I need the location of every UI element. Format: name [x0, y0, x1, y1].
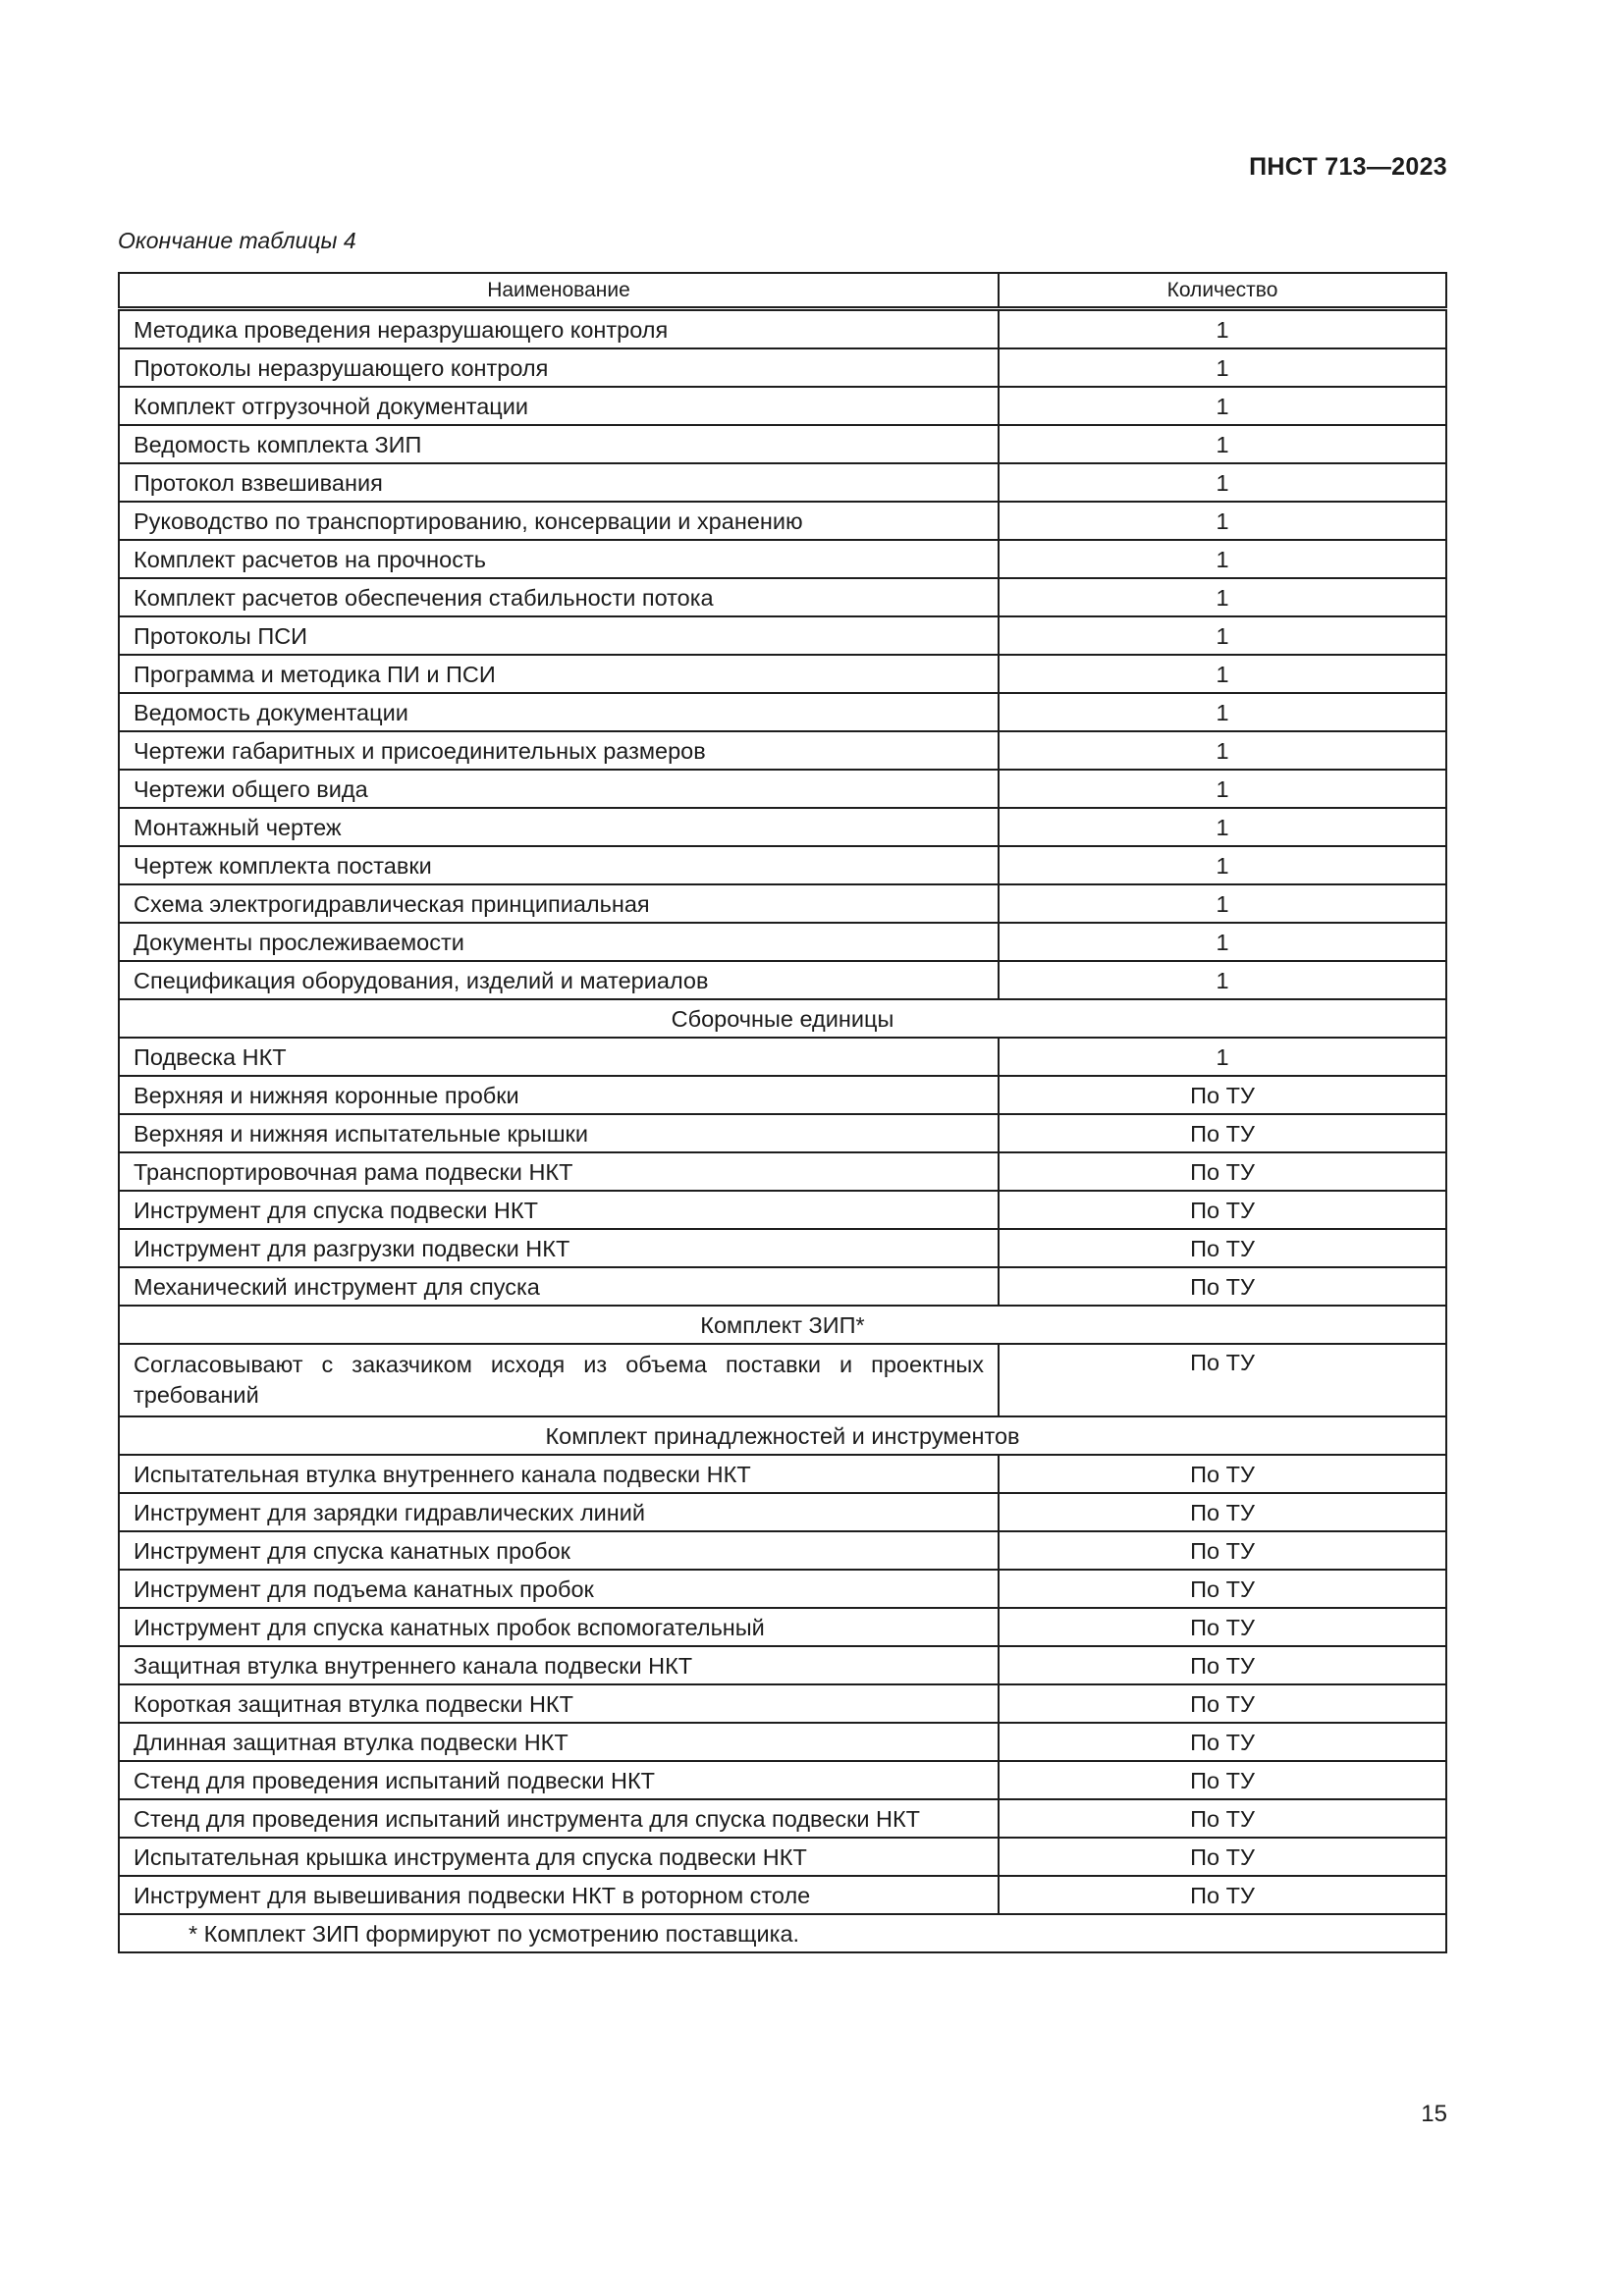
item-quantity: По ТУ: [999, 1799, 1446, 1838]
table-row: [119, 348, 1446, 387]
item-name: Документы прослеживаемости: [119, 923, 999, 961]
table-row: [119, 616, 1446, 655]
item-name: Методика проведения неразрушающего контроля: [119, 309, 999, 349]
item-name: Комплект расчетов обеспечения стабильности потока: [119, 578, 999, 616]
item-name: Протоколы ПСИ: [119, 616, 999, 655]
section-accessories-tools-label: Комплект принадлежностей и инструментов: [119, 1416, 1446, 1455]
item-name: Схема электрогидравлическая принципиальная: [119, 884, 999, 923]
table-row: [119, 846, 1446, 884]
item-name: Чертежи общего вида: [119, 770, 999, 808]
table-footnote: * Комплект ЗИП формируют по усмотрению поставщика.: [119, 1914, 1446, 1952]
item-name: Протоколы неразрушающего контроля: [119, 348, 999, 387]
item-quantity: По ТУ: [999, 1646, 1446, 1684]
table-row: [119, 923, 1446, 961]
table-row: [119, 1761, 1446, 1799]
item-name: Стенд для проведения испытаний подвески НКТ: [119, 1761, 999, 1799]
item-quantity: По ТУ: [999, 1838, 1446, 1876]
item-name: Короткая защитная втулка подвески НКТ: [119, 1684, 999, 1723]
table-caption: Окончание таблицы 4: [118, 228, 356, 253]
item-quantity: По ТУ: [999, 1608, 1446, 1646]
item-name: Инструмент для вывешивания подвески НКТ в роторном столе: [119, 1876, 999, 1914]
item-name: Ведомость комплекта ЗИП: [119, 425, 999, 463]
item-name: Инструмент для зарядки гидравлических линий: [119, 1493, 999, 1531]
item-name: Верхняя и нижняя коронные пробки: [119, 1076, 999, 1114]
item-quantity: По ТУ: [999, 1761, 1446, 1799]
table-row: [119, 1876, 1446, 1914]
item-quantity: 1: [999, 348, 1446, 387]
item-quantity: По ТУ: [999, 1570, 1446, 1608]
table-row: [119, 1608, 1446, 1646]
item-quantity: По ТУ: [999, 1684, 1446, 1723]
item-name: Инструмент для разгрузки подвески НКТ: [119, 1229, 999, 1267]
table-row: [119, 731, 1446, 770]
table-row: [119, 1229, 1446, 1267]
item-name: Транспортировочная рама подвески НКТ: [119, 1152, 999, 1191]
item-name: Согласовывают с заказчиком исходя из объема поставки и проектных требований: [119, 1344, 999, 1416]
item-quantity: 1: [999, 578, 1446, 616]
item-quantity: По ТУ: [999, 1455, 1446, 1493]
item-quantity: 1: [999, 770, 1446, 808]
item-name: Инструмент для спуска канатных пробок: [119, 1531, 999, 1570]
item-name: Комплект расчетов на прочность: [119, 540, 999, 578]
item-name: Стенд для проведения испытаний инструмента для спуска подвески НКТ: [119, 1799, 999, 1838]
item-quantity: 1: [999, 425, 1446, 463]
table-row: [119, 1152, 1446, 1191]
item-quantity: 1: [999, 884, 1446, 923]
item-name: Программа и методика ПИ и ПСИ: [119, 655, 999, 693]
item-name: Верхняя и нижняя испытательные крышки: [119, 1114, 999, 1152]
item-name: Инструмент для спуска канатных пробок вспомогательный: [119, 1608, 999, 1646]
table-row: [119, 1570, 1446, 1608]
item-quantity: 1: [999, 846, 1446, 884]
item-quantity: По ТУ: [999, 1114, 1446, 1152]
item-quantity: 1: [999, 502, 1446, 540]
table-row: [119, 1114, 1446, 1152]
item-name: Инструмент для спуска подвески НКТ: [119, 1191, 999, 1229]
item-quantity: 1: [999, 387, 1446, 425]
item-name: Ведомость документации: [119, 693, 999, 731]
table-footnote-row: [119, 1914, 1446, 1952]
item-quantity: По ТУ: [999, 1152, 1446, 1191]
table-row: [119, 655, 1446, 693]
column-header-name: Наименование: [119, 273, 999, 309]
table-row: [119, 1038, 1446, 1076]
table-row: [119, 1723, 1446, 1761]
item-quantity: 1: [999, 463, 1446, 502]
item-quantity: 1: [999, 693, 1446, 731]
item-name: Чертежи габаритных и присоединительных размеров: [119, 731, 999, 770]
section-assembly-units-label: Сборочные единицы: [119, 999, 1446, 1038]
table-body: [119, 309, 1446, 1953]
table-row: [119, 808, 1446, 846]
table-row: [119, 884, 1446, 923]
table-row: [119, 1799, 1446, 1838]
table-row: [119, 961, 1446, 999]
item-name: Механический инструмент для спуска: [119, 1267, 999, 1306]
item-name: Спецификация оборудования, изделий и материалов: [119, 961, 999, 999]
section-spare-parts-kit: [119, 1306, 1446, 1344]
item-name: Защитная втулка внутреннего канала подвески НКТ: [119, 1646, 999, 1684]
table-row: [119, 1267, 1446, 1306]
item-quantity: 1: [999, 309, 1446, 349]
table-row: [119, 1344, 1446, 1416]
item-quantity: 1: [999, 808, 1446, 846]
item-quantity: 1: [999, 540, 1446, 578]
item-quantity: По ТУ: [999, 1493, 1446, 1531]
item-name: Инструмент для подъема канатных пробок: [119, 1570, 999, 1608]
table-row: [119, 540, 1446, 578]
item-name: Подвеска НКТ: [119, 1038, 999, 1076]
item-quantity: 1: [999, 923, 1446, 961]
table-row: [119, 1838, 1446, 1876]
item-name: Чертеж комплекта поставки: [119, 846, 999, 884]
item-name: Испытательная крышка инструмента для спуска подвески НКТ: [119, 1838, 999, 1876]
section-assembly-units: [119, 999, 1446, 1038]
item-name: Испытательная втулка внутреннего канала подвески НКТ: [119, 1455, 999, 1493]
table-row: [119, 463, 1446, 502]
table-row: [119, 1493, 1446, 1531]
table-row: [119, 1076, 1446, 1114]
table-row: [119, 693, 1446, 731]
table-header-row: [119, 273, 1446, 309]
section-accessories-tools: [119, 1416, 1446, 1455]
page-number: 15: [1421, 2101, 1447, 2127]
column-header-quantity: Количество: [999, 273, 1446, 309]
item-name: Руководство по транспортированию, консервации и хранению: [119, 502, 999, 540]
spec-table: [118, 272, 1447, 1953]
table-row: [119, 1191, 1446, 1229]
table-row: [119, 770, 1446, 808]
table-row: [119, 425, 1446, 463]
table-row: [119, 309, 1446, 349]
item-name: Комплект отгрузочной документации: [119, 387, 999, 425]
item-name: Монтажный чертеж: [119, 808, 999, 846]
section-spare-parts-kit-label: Комплект ЗИП*: [119, 1306, 1446, 1344]
item-quantity: 1: [999, 1038, 1446, 1076]
table-row: [119, 1646, 1446, 1684]
table-row: [119, 1455, 1446, 1493]
item-quantity: По ТУ: [999, 1723, 1446, 1761]
table-row: [119, 387, 1446, 425]
item-quantity: 1: [999, 961, 1446, 999]
item-quantity: По ТУ: [999, 1531, 1446, 1570]
document-code: ПНСТ 713—2023: [1249, 153, 1447, 181]
item-quantity: По ТУ: [999, 1229, 1446, 1267]
item-quantity: По ТУ: [999, 1344, 1446, 1416]
item-quantity: По ТУ: [999, 1191, 1446, 1229]
item-quantity: По ТУ: [999, 1076, 1446, 1114]
item-quantity: 1: [999, 616, 1446, 655]
table-row: [119, 1684, 1446, 1723]
item-quantity: 1: [999, 655, 1446, 693]
table-row: [119, 578, 1446, 616]
item-quantity: По ТУ: [999, 1876, 1446, 1914]
item-name: Длинная защитная втулка подвески НКТ: [119, 1723, 999, 1761]
table-row: [119, 1531, 1446, 1570]
item-quantity: 1: [999, 731, 1446, 770]
item-name: Протокол взвешивания: [119, 463, 999, 502]
item-quantity: По ТУ: [999, 1267, 1446, 1306]
table-row: [119, 502, 1446, 540]
